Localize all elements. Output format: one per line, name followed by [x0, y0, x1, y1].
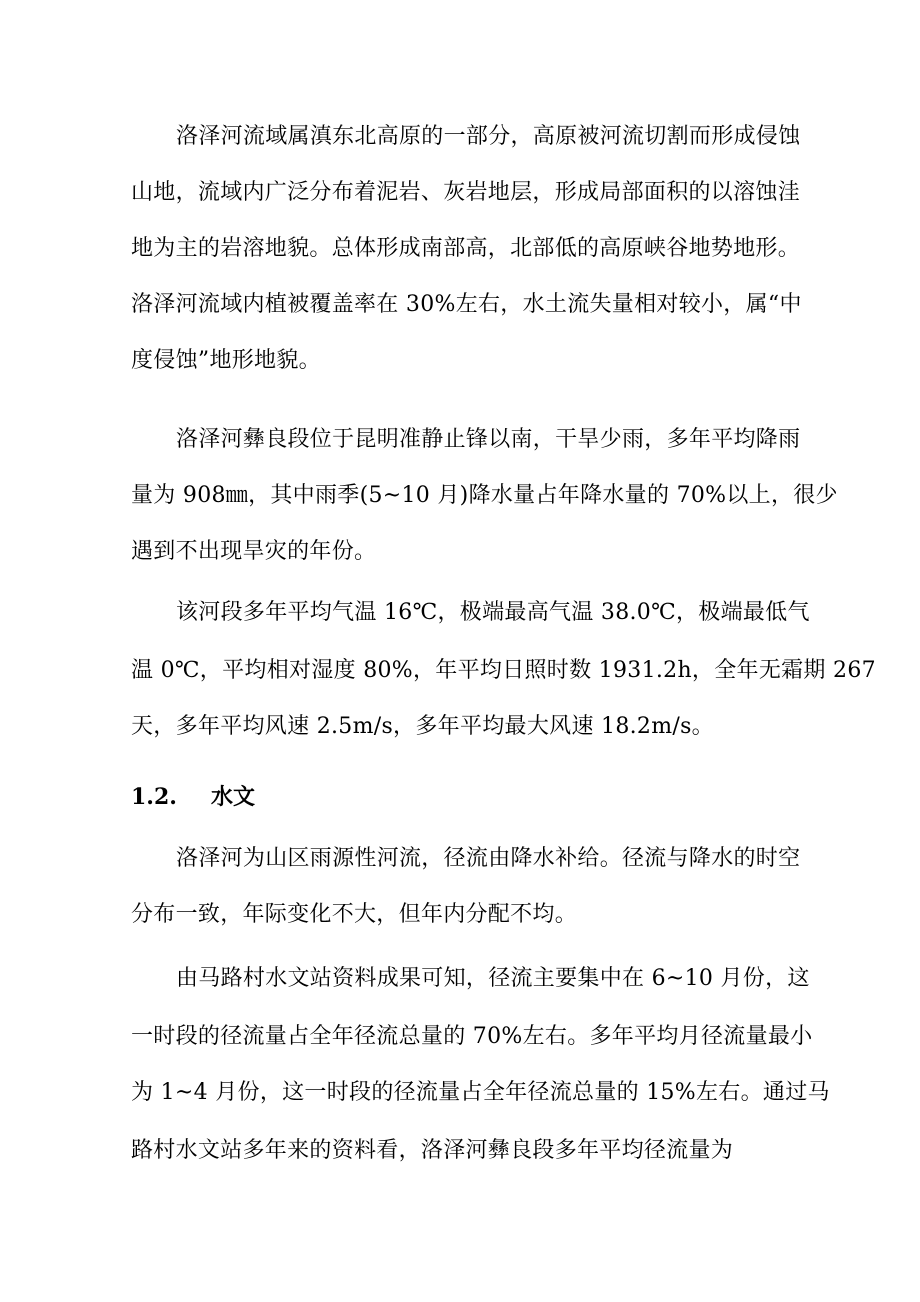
- section-number: 1.2.: [131, 784, 177, 810]
- paragraph-line: 分布一致，年际变化不大，但年内分配不均。: [131, 902, 578, 927]
- paragraph-line: 温 0℃，平均相对湿度 80%，年平均日照时数 1931.2h，全年无霜期 267: [131, 658, 876, 683]
- paragraph-line: 路村水文站多年来的资料看，洛泽河彝良段多年平均径流量为: [131, 1138, 734, 1163]
- paragraph-line: 度侵蚀”地形地貌。: [131, 348, 321, 373]
- section-heading: [131, 782, 255, 812]
- paragraph-line: 由马路村水文站资料成果可知，径流主要集中在 6~10 月份，这: [176, 966, 810, 991]
- section-title: 水文: [211, 784, 256, 810]
- paragraph-line: 遇到不出现旱灾的年份。: [131, 539, 377, 564]
- paragraph-line: 量为 908㎜，其中雨季(5~10 月)降水量占年降水量的 70%以上，很少: [131, 483, 838, 508]
- paragraph-line: 山地，流域内广泛分布着泥岩、灰岩地层，形成局部面积的以溶蚀洼: [131, 180, 801, 205]
- paragraph-line: 该河段多年平均气温 16℃，极端最高气温 38.0℃，极端最低气: [176, 600, 810, 625]
- paragraph-line: 一时段的径流量占全年径流总量的 70%左右。多年平均月径流量最小: [131, 1024, 813, 1049]
- paragraph-line: 洛泽河为山区雨源性河流，径流由降水补给。径流与降水的时空: [176, 846, 801, 871]
- paragraph-line: 为 1~4 月份，这一时段的径流量占全年径流总量的 15%左右。通过马: [131, 1080, 830, 1105]
- paragraph-line: 天，多年平均风速 2.5m/s，多年平均最大风速 18.2m/s。: [131, 714, 714, 739]
- paragraph-line: 洛泽河流域内植被覆盖率在 30%左右，水土流失量相对较小，属“中: [131, 292, 802, 317]
- paragraph-line: 地为主的岩溶地貌。总体形成南部高，北部低的高原峡谷地势地形。: [131, 236, 801, 261]
- paragraph-line: 洛泽河流域属滇东北高原的一部分，高原被河流切割而形成侵蚀: [176, 124, 801, 149]
- paragraph-line: 洛泽河彝良段位于昆明准静止锋以南，干旱少雨，多年平均降雨: [176, 427, 801, 452]
